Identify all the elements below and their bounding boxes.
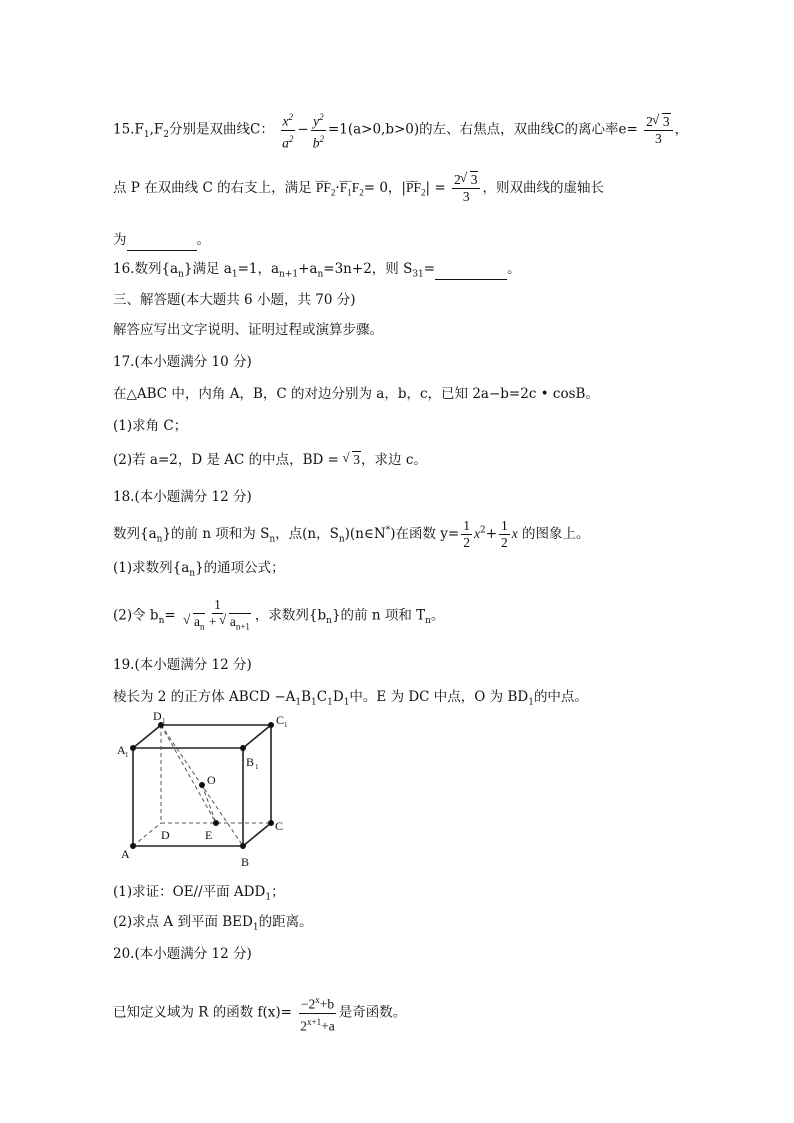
- label-sub: 1: [255, 763, 259, 771]
- label-b: B: [241, 855, 250, 869]
- fraction-bn: 1 √ $a_n$ + √ $a_{n+1}$: [182, 597, 253, 635]
- q18-stem: 数列$\{a_n\}$的前 n 项和为 $S_n$，点(n，$S_n)(n\in N^*)$在函数 y= $\frac{1}{2}$ $x^2+$ $\frac{1}{2}$ x 的图象上。: [113, 518, 590, 550]
- vector-f1f2: ‿‿ $F_1F_2$: [340, 178, 364, 203]
- label-sub: 1: [284, 721, 288, 729]
- q16-text: 。: [507, 261, 521, 277]
- q15-text: 。: [196, 232, 210, 248]
- q15-text: ，则双曲线的虚轴长: [482, 180, 604, 196]
- q18-text: }的通项公式；: [195, 560, 285, 576]
- q19-text: 中。E 为 DC 中点，O 为 BD: [349, 689, 529, 705]
- label-d1: D: [153, 710, 162, 723]
- fraction-half: $\frac{1}{2}$: [501, 518, 508, 550]
- q18-part2: (2)令 $b_n=$ 1 √ $a_n$ + √ $a_{n+1}$ ，求数列$\{b_n\}$的前 n 项和 $T_n$。: [113, 597, 444, 635]
- point-c1: [268, 722, 274, 728]
- fraction-e: $\frac{2√ 3}{3}$: [644, 114, 673, 147]
- q16-text: =3n+2，则 S: [323, 261, 413, 277]
- edge-bc: [243, 823, 271, 846]
- q17-head: 17.(本小题满分 10 分): [113, 354, 252, 370]
- label-c: C: [275, 819, 284, 833]
- answer-blank[interactable]: [435, 259, 507, 280]
- point-a1: [130, 745, 136, 751]
- label-e: E: [205, 828, 213, 842]
- vector-pf2-abs: ‿‿ $PF_2$: [406, 178, 426, 203]
- fraction-x2-a2: $\frac{x^2}{a^2}$: [280, 109, 295, 151]
- q19-text: (2)求点 A 到平面 BED: [113, 914, 253, 930]
- q15-line1: $15.F_1,F_2$分别是双曲线C： $\frac{x^2}{a^2}$ − $\frac{y^2}{b^2}$ =1(a>0,b>0)的左、右焦点，双曲线C的离心率e= $\frac{2√ 3}{3}$ ，: [113, 109, 688, 151]
- q15-text: 15.F: [113, 121, 144, 138]
- q18-text: 数列{a: [113, 526, 157, 542]
- section-instruction: 解答应写出文字说明、证明过程或演算步骤。: [113, 322, 383, 338]
- q17-text: (2)若 a=2，D 是 AC 的中点，BD =: [113, 452, 339, 468]
- q17-part1: (1)求角 C；: [113, 418, 188, 434]
- cube-figure: [113, 710, 293, 875]
- label-sub: 1: [162, 717, 166, 725]
- section-title: 三、解答题(本大题共 6 小题，共 70 分): [113, 292, 356, 308]
- q19-text: 的中点。: [533, 689, 588, 705]
- q18-text: 的图象上。: [522, 526, 590, 542]
- q20-text: 已知定义域为 R 的函数 f(x)=: [113, 1004, 292, 1021]
- q15-text: ，: [674, 121, 689, 138]
- q19-part2: (2)求点 A 到平面 $BED_1$的距离。: [113, 914, 313, 933]
- q19-text: ；: [271, 884, 285, 900]
- label-b1: B: [246, 755, 255, 769]
- fraction-half: $\frac{1}{2}$: [463, 518, 470, 550]
- q19-part1: (1)求证：OE//平面 $ADD_1$；: [113, 884, 285, 903]
- point-e: [213, 820, 219, 826]
- q18-text: }的前 n 项和 T: [331, 607, 426, 624]
- edge-a1d1: [133, 725, 161, 748]
- q20-stem: [113, 992, 406, 1034]
- q20-head: 20.(本小题满分 12 分): [113, 946, 252, 962]
- q18-text: ，点(n，S: [275, 526, 339, 542]
- q19-text: 的距离。: [258, 914, 313, 930]
- q18-text: (1)求数列{a: [113, 560, 190, 576]
- q19-head: 19.(本小题满分 12 分): [113, 657, 252, 673]
- q20-text: 是奇函数。: [338, 1004, 407, 1021]
- q16-text: +a: [298, 261, 318, 277]
- label-c1: C: [276, 713, 285, 727]
- q18-text: }的前 n 项和为 S: [162, 526, 270, 542]
- q15-text: = 0，|: [363, 180, 406, 196]
- vector-pf2: ‿‿ $PF_2$: [316, 178, 336, 203]
- q16-text: =: [423, 261, 436, 277]
- point-o: [199, 782, 205, 788]
- edge-b1c1: [243, 725, 271, 748]
- point-b1: [240, 745, 246, 751]
- hidden-edge-ad: [133, 823, 161, 846]
- q20-den: +a: [321, 1018, 335, 1033]
- q18-part1: (1)求数列$\{a_n\}$的通项公式；: [113, 560, 285, 579]
- q15-line3: [113, 230, 210, 251]
- q17-text: ，求边 c。: [361, 452, 427, 468]
- q16-text: }满足 a: [183, 261, 232, 277]
- label-a1: A: [117, 743, 126, 757]
- point-b: [240, 843, 246, 849]
- q16-text: 16.数列{a: [113, 261, 179, 277]
- q18-text: )(n∈N: [344, 526, 386, 542]
- fraction-y2-b2: $\frac{y^2}{b^2}$: [311, 109, 326, 151]
- answer-blank[interactable]: [127, 230, 197, 251]
- q18-text: ，求数列{b: [254, 607, 327, 624]
- label-a: A: [121, 847, 130, 861]
- q18-text: )在函数 y=: [390, 526, 460, 542]
- q20-num: +b: [319, 996, 335, 1012]
- label-sub: 1: [125, 751, 129, 759]
- segment-oe: [202, 785, 216, 823]
- q18-text: 。: [430, 607, 445, 624]
- q15-line2: 点 P 在双曲线 C 的右支上，满足 ‿‿ $PF_2\cdot‿‿$ $F_1F_2= 0$，|‿‿ $PF_2|$ = $\frac{2√ 3}{3}$ ，则双曲线的虚轴长: [113, 172, 604, 205]
- q15-text: 为: [113, 232, 127, 248]
- q19-text: 棱长为 2 的正方体 ABCD −A: [113, 689, 296, 705]
- fraction-pf2: $\frac{2√ 3}{3}$: [452, 172, 481, 205]
- q15-text: 点 P 在双曲线 C 的右支上，满足: [113, 180, 312, 196]
- point-a: [130, 843, 136, 849]
- q19-stem: 棱长为 2 的正方体 ABCD $-A_1B_1C_1D_1$中。E 为 DC 中点，O 为 $BD_1$的中点。: [113, 689, 588, 708]
- q15-text: 分别是双曲线C：: [168, 121, 274, 138]
- q18-head: 18.(本小题满分 12 分): [113, 489, 252, 505]
- q18-text: =: [164, 607, 176, 624]
- q15-text: =1(a>0,b>0)的左、右焦点，双曲线C的离心率e=: [327, 121, 638, 138]
- q17-part2: [113, 450, 427, 470]
- fraction-fx: $\frac{-2^x+b}{2^{x+1}+a}$: [298, 992, 336, 1034]
- q17-stem: 在△ABC 中，内角 A，B，C 的对边分别为 a，b，c，已知 2a−b=2c • cosB。: [113, 386, 599, 402]
- q16-line: 16.数列$\{a_n\}$满足 $a_1=1$，$a_{n+1}+a_n=3n+2$，则 $S_{31}=$ 。: [113, 261, 521, 280]
- sqrt-3: √ 3: [343, 450, 361, 470]
- label-o: O: [207, 773, 216, 787]
- point-c: [268, 820, 274, 826]
- q20-den: 2: [300, 1018, 308, 1033]
- q19-text: (1)求证：OE//平面 ADD: [113, 884, 266, 900]
- q18-text: (2)令 b: [113, 607, 159, 624]
- label-d: D: [161, 828, 170, 842]
- q16-text: =1，a: [237, 261, 280, 277]
- q20-num: −2: [300, 996, 316, 1012]
